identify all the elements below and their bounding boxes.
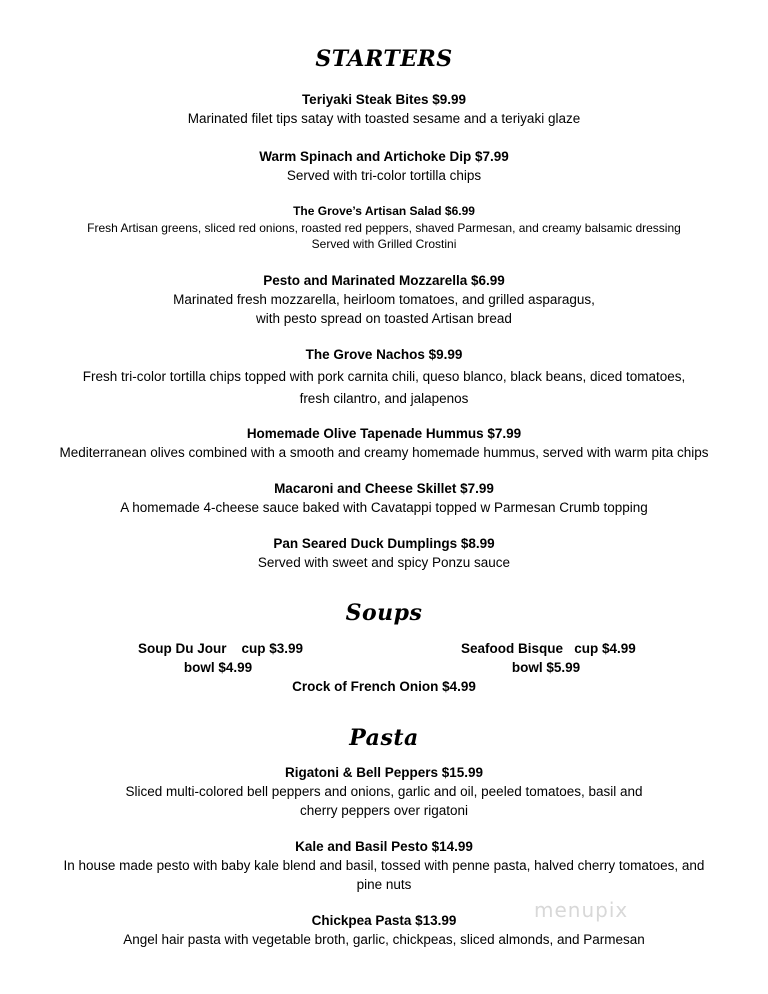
- item-description: cherry peppers over rigatoni: [299, 803, 469, 818]
- menu-item-grove-nachos: [0, 345, 768, 410]
- seafood-bisque: [461, 639, 636, 677]
- menu-item-artisan-salad: [0, 202, 768, 252]
- item-title: Kale and Basil Pesto $14.99: [295, 839, 473, 854]
- item-title: The Grove’s Artisan Salad $6.99: [293, 204, 475, 218]
- starters-heading: STARTERS: [315, 46, 453, 72]
- seafood-bisque-cup: Seafood Bisque cup $4.99: [461, 641, 636, 656]
- item-description: Served with sweet and spicy Ponzu sauce: [257, 555, 511, 570]
- item-description: Marinated fresh mozzarella, heirloom tomatoes, and grilled asparagus,: [173, 292, 595, 307]
- item-description: In house made pesto with baby kale blend and basil, tossed with penne pasta, halved cherry tomatoes, and: [63, 858, 705, 873]
- item-description: Angel hair pasta with vegetable broth, garlic, chickpeas, sliced almonds, and Parmesan: [123, 932, 645, 947]
- item-title: Rigatoni & Bell Peppers $15.99: [284, 765, 484, 780]
- soups-heading: Soups: [345, 600, 423, 626]
- item-description: fresh cilantro, and jalapenos: [299, 391, 469, 406]
- item-title: Macaroni and Cheese Skillet $7.99: [274, 481, 494, 496]
- menu-item-mac-and-cheese-skillet: [0, 479, 768, 517]
- soup-du-jour-bowl: bowl $4.99: [183, 660, 253, 675]
- soup-du-jour: [138, 639, 304, 677]
- pasta-heading: Pasta: [349, 725, 419, 751]
- item-title: Pesto and Marinated Mozzarella $6.99: [263, 273, 505, 288]
- menu-item-pesto-mozzarella: [0, 271, 768, 328]
- menu-item-olive-tapenade-hummus: [0, 424, 768, 462]
- menupix-watermark: menupix: [534, 898, 629, 922]
- item-title: Chickpea Pasta $13.99: [311, 913, 457, 928]
- item-description: A homemade 4-cheese sauce baked with Cavatappi topped w Parmesan Crumb topping: [120, 500, 648, 515]
- item-description: Served with Grilled Crostini: [311, 237, 457, 251]
- menu-item-duck-dumplings: [0, 534, 768, 572]
- menu-item-teriyaki-steak-bites: [0, 90, 768, 128]
- seafood-bisque-bowl: bowl $5.99: [511, 660, 581, 675]
- item-description: Marinated filet tips satay with toasted sesame and a teriyaki glaze: [187, 111, 581, 126]
- item-description: Fresh tri-color tortilla chips topped with pork carnita chili, queso blanco, black beans, diced tomatoes,: [82, 369, 686, 384]
- item-description: with pesto spread on toasted Artisan bread: [256, 311, 512, 326]
- soup-du-jour-cup: Soup Du Jour cup $3.99: [138, 641, 304, 656]
- item-title: Teriyaki Steak Bites $9.99: [301, 92, 467, 107]
- menu-item-kale-basil-pesto: [0, 837, 768, 894]
- item-title: The Grove Nachos $9.99: [305, 347, 463, 362]
- item-title: Homemade Olive Tapenade Hummus $7.99: [246, 426, 522, 441]
- item-description: Sliced multi-colored bell peppers and onions, garlic and oil, peeled tomatoes, basil and: [125, 784, 643, 799]
- item-title: Warm Spinach and Artichoke Dip $7.99: [259, 149, 509, 164]
- menu-item-rigatoni-bell-peppers: [0, 763, 768, 820]
- item-description: pine nuts: [356, 877, 412, 892]
- item-description: Fresh Artisan greens, sliced red onions, roasted red peppers, shaved Parmesan, and creamy balsamic dressing: [87, 221, 681, 235]
- menu-item-chickpea-pasta: [0, 911, 768, 949]
- item-description: Mediterranean olives combined with a smooth and creamy homemade hummus, served with warm pita chips: [59, 445, 709, 460]
- item-title: Crock of French Onion $4.99: [292, 679, 476, 694]
- item-description: Served with tri-color tortilla chips: [286, 168, 482, 183]
- menu-item-spinach-artichoke-dip: [0, 147, 768, 185]
- french-onion-soup: [0, 677, 768, 696]
- item-title: Pan Seared Duck Dumplings $8.99: [273, 536, 495, 551]
